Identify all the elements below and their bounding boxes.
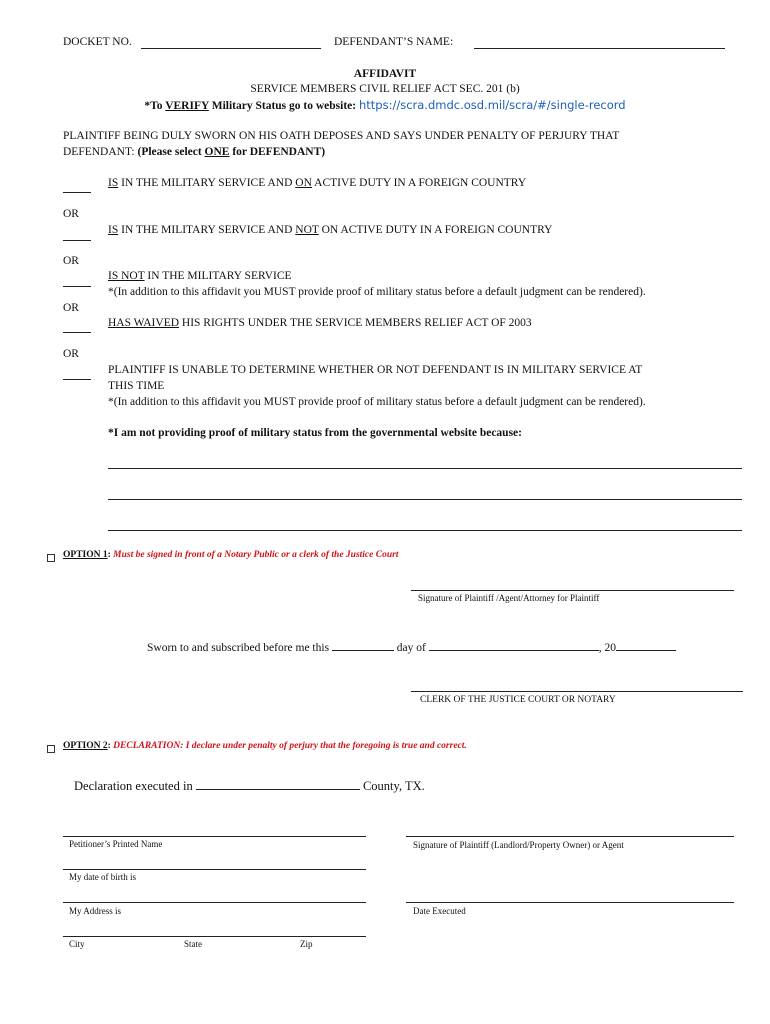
defendant-name-label: DEFENDANT’S NAME: — [334, 36, 454, 48]
address-line[interactable] — [63, 902, 366, 903]
state-caption: State — [184, 939, 202, 949]
reason-line-2[interactable] — [108, 499, 742, 500]
zip-caption: Zip — [300, 939, 313, 949]
or-divider: OR — [63, 208, 79, 220]
select-not-active-duty-blank[interactable] — [63, 240, 91, 241]
date-executed-line[interactable] — [406, 902, 734, 903]
sworn-year-field[interactable] — [616, 638, 676, 651]
date-executed-caption: Date Executed — [413, 906, 466, 916]
city-state-zip-line[interactable] — [63, 936, 366, 937]
date-of-birth-caption: My date of birth is — [69, 872, 136, 882]
act-subheading: SERVICE MEMBERS CIVIL RELIEF ACT SEC. 201 (b) — [250, 83, 520, 95]
option-2-heading: OPTION 2: DECLARATION: I declare under penalty of perjury that the foregoing is true and correct. — [63, 741, 467, 751]
docket-label: DOCKET NO. — [63, 36, 132, 48]
option-2-checkbox[interactable] — [47, 745, 55, 753]
plaintiff-signature-line[interactable] — [411, 590, 734, 591]
option-1-heading: OPTION 1: Must be signed in front of a Notary Public or a clerk of the Justice Court — [63, 550, 399, 560]
city-caption: City — [69, 939, 85, 949]
plaintiff-signature-caption: Signature of Plaintiff /Agent/Attorney for Plaintiff — [418, 593, 600, 603]
option-unable-to-determine-line-2: THIS TIME — [108, 380, 165, 392]
option-not-active-duty: IS IN THE MILITARY SERVICE AND NOT ON ACTIVE DUTY IN A FOREIGN COUNTRY — [108, 224, 553, 236]
docket-number-field[interactable] — [141, 48, 321, 49]
agent-signature-caption: Signature of Plaintiff (Landlord/Property Owner) or Agent — [413, 840, 624, 850]
verify-line: *To VERIFY Military Status go to website: https://scra.dmdc.osd.mil/scra/#/single-record — [144, 98, 626, 112]
option-not-in-service: IS NOT IN THE MILITARY SERVICE — [108, 270, 292, 282]
reason-line-3[interactable] — [108, 530, 742, 531]
select-on-active-duty-blank[interactable] — [63, 192, 91, 193]
option-1-checkbox[interactable] — [47, 554, 55, 562]
select-not-in-service-blank[interactable] — [63, 286, 91, 287]
proof-required-note: *(In addition to this affidavit you MUST provide proof of military status before a default judgment can be rendered). — [108, 286, 646, 298]
option-unable-to-determine: PLAINTIFF IS UNABLE TO DETERMINE WHETHER OR NOT DEFENDANT IS IN MILITARY SERVICE AT — [108, 364, 643, 376]
option-waived-rights: HAS WAIVED HIS RIGHTS UNDER THE SERVICE MEMBERS RELIEF ACT OF 2003 — [108, 317, 532, 329]
sworn-month-field[interactable] — [429, 638, 599, 651]
intro-line-2: DEFENDANT: (Please select ONE for DEFENDANT) — [63, 146, 326, 158]
proof-statement: *I am not providing proof of military status from the governmental website because: — [108, 427, 522, 439]
clerk-signature-line[interactable] — [411, 691, 743, 692]
reason-line-1[interactable] — [108, 468, 742, 469]
date-of-birth-line[interactable] — [63, 869, 366, 870]
or-divider: OR — [63, 302, 79, 314]
printed-name-caption: Petitioner’s Printed Name — [69, 839, 163, 849]
agent-signature-line[interactable] — [406, 836, 734, 837]
or-divider: OR — [63, 255, 79, 267]
county-field[interactable] — [196, 777, 360, 790]
option-on-active-duty: IS IN THE MILITARY SERVICE AND ON ACTIVE DUTY IN A FOREIGN COUNTRY — [108, 177, 527, 189]
scra-website-link[interactable]: https://scra.dmdc.osd.mil/scra/#/single-record — [358, 98, 626, 112]
intro-line-1: PLAINTIFF BEING DULY SWORN ON HIS OATH DEPOSES AND SAYS UNDER PENALTY OF PERJURY THAT — [63, 130, 620, 142]
sworn-statement: Sworn to and subscribed before me this day of , 20 — [147, 638, 676, 654]
printed-name-line[interactable] — [63, 836, 366, 837]
defendant-name-field[interactable] — [474, 48, 725, 49]
declaration-executed: Declaration executed in County, TX. — [74, 779, 425, 793]
select-unable-to-determine-blank[interactable] — [63, 379, 91, 380]
or-divider: OR — [63, 348, 79, 360]
sworn-day-field[interactable] — [332, 638, 394, 651]
clerk-caption: CLERK OF THE JUSTICE COURT OR NOTARY — [420, 695, 616, 705]
affidavit-heading: AFFIDAVIT — [353, 68, 417, 80]
proof-required-note: *(In addition to this affidavit you MUST provide proof of military status before a default judgment can be rendered). — [108, 396, 646, 408]
select-waived-rights-blank[interactable] — [63, 332, 91, 333]
address-caption: My Address is — [69, 906, 122, 916]
